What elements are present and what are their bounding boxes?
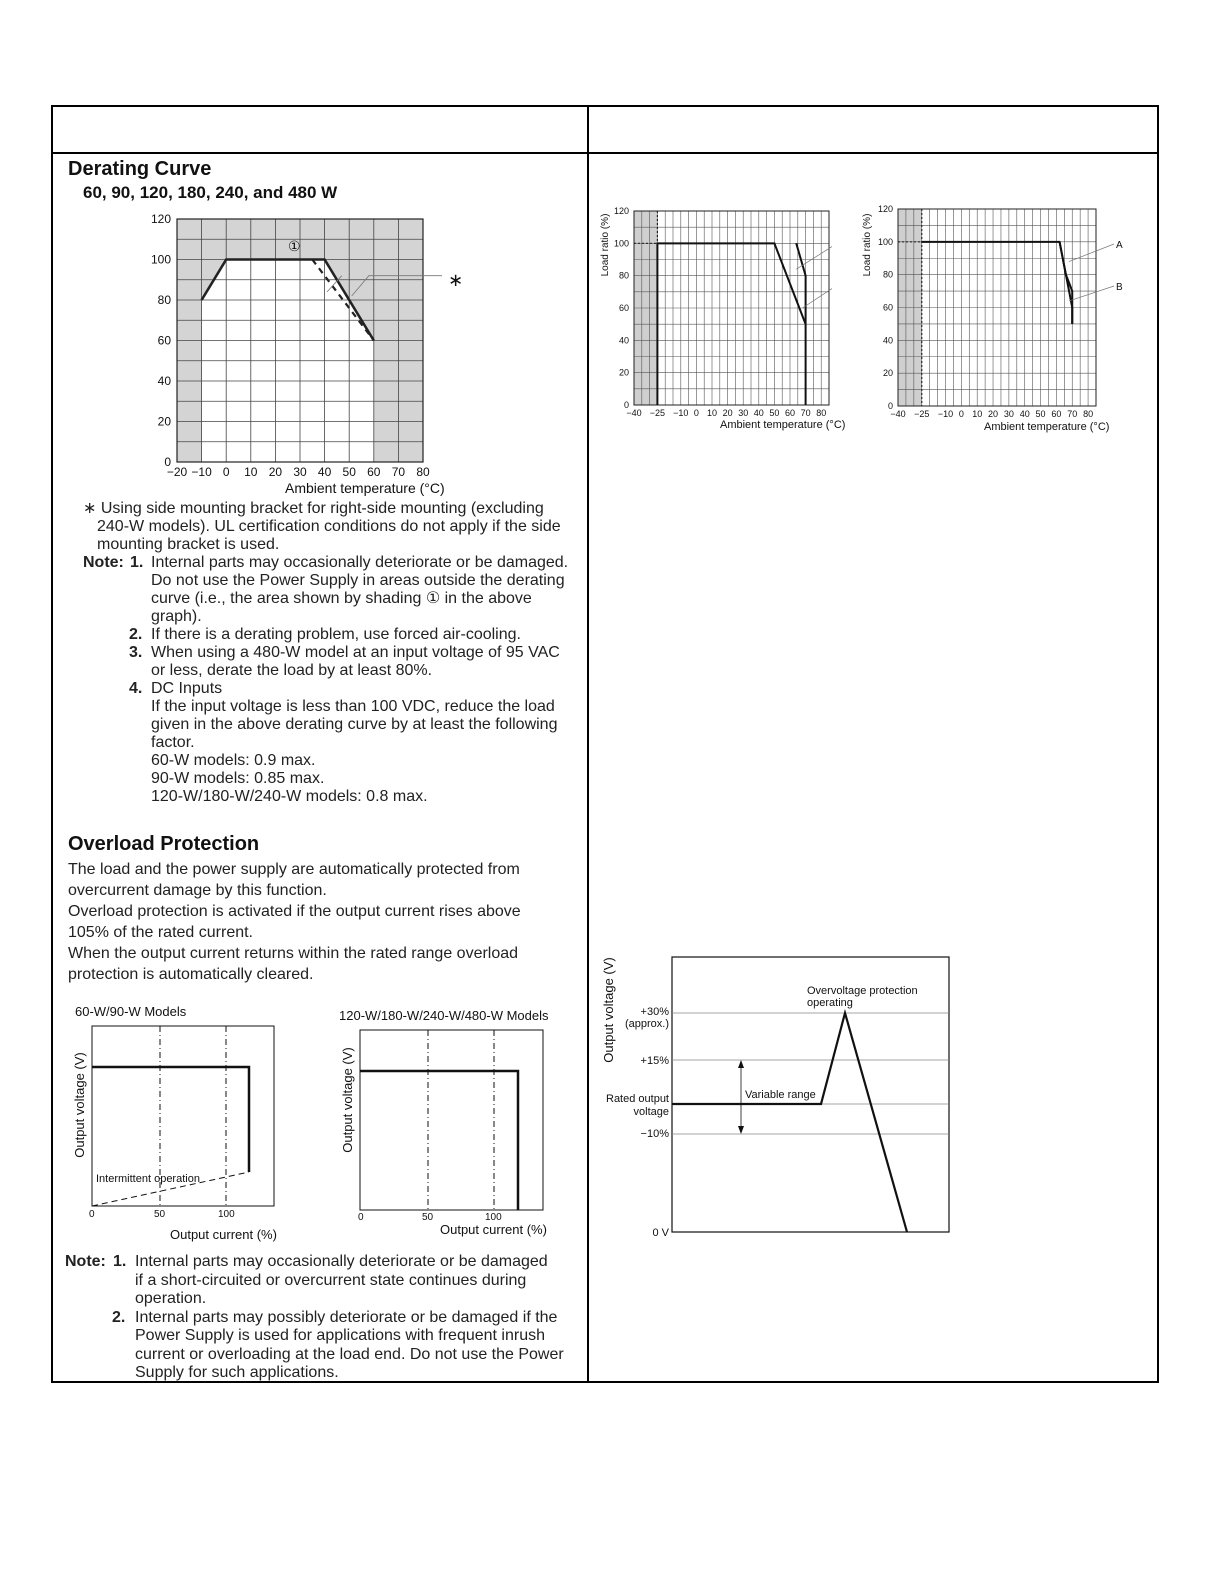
derating-note-line: Do not use the Power Supply in areas outside the derating — [151, 572, 565, 589]
load-ratio-left-y-label: Load ratio (%) — [600, 213, 611, 277]
derating-x-tick: 10 — [244, 465, 258, 479]
tick-label: 100 — [485, 1212, 502, 1223]
derating-y-tick: 60 — [157, 333, 171, 348]
column-divider — [587, 105, 589, 1383]
derating-x-tick: −20 — [166, 465, 188, 479]
load-ratio-x-tick: 30 — [738, 408, 749, 418]
derating-chart — [120, 210, 464, 500]
tick-label: 50 — [154, 1209, 166, 1220]
load-ratio-x-tick: 40 — [1019, 409, 1030, 419]
derating-x-tick: 80 — [416, 465, 430, 479]
load-ratio-y-tick: 120 — [877, 204, 893, 214]
derating-x-tick: 50 — [342, 465, 356, 479]
overload-note-line: Power Supply is used for applications with frequent inrush — [135, 1327, 545, 1344]
load-ratio-x-tick: 80 — [1083, 409, 1094, 419]
derating-subtitle: 60, 90, 120, 180, 240, and 480 W — [83, 183, 338, 202]
derating-note-number: 4. — [129, 680, 143, 697]
load-ratio-x-tick: −25 — [649, 408, 666, 418]
load-ratio-y-tick: 20 — [882, 368, 893, 379]
overload-paragraph-line: protection is automatically cleared. — [68, 966, 314, 983]
overload-left-chart — [68, 1020, 288, 1245]
load-ratio-x-tick: 30 — [1003, 409, 1014, 419]
load-ratio-x-tick: 70 — [800, 408, 811, 418]
overload-left-y-label: Output voltage (V) — [72, 1052, 87, 1158]
derating-y-tick: 0 — [164, 455, 171, 469]
overload-paragraph-line: 105% of the rated current. — [68, 924, 253, 941]
overload-note-line: Internal parts may possibly deteriorate or be damaged if the — [135, 1308, 558, 1326]
label-b: B — [1116, 282, 1123, 293]
load-ratio-x-tick: −25 — [914, 409, 930, 419]
derating-x-tick: 40 — [317, 465, 332, 479]
overload-left-caption: 60-W/90-W Models — [75, 1004, 187, 1019]
ovp-variable-range: Variable range — [745, 1089, 816, 1101]
overload-right-caption: 120-W/180-W/240-W/480-W Models — [339, 1008, 549, 1023]
overload-right-x-label: Output current (%) — [440, 1222, 547, 1237]
tick-label: 0 — [89, 1209, 95, 1220]
footnote-line-2: 240-W models). UL certification conditions do not apply if the side — [97, 518, 561, 535]
load-ratio-series — [1060, 242, 1073, 324]
load-ratio-y-tick: 120 — [613, 206, 629, 216]
derating-note-line: DC Inputs — [151, 680, 223, 697]
derating-note-line: factor. — [151, 734, 195, 751]
load-ratio-y-tick: 60 — [882, 302, 893, 313]
derating-note-line: or less, derate the load by at least 80%. — [151, 662, 433, 679]
load-ratio-x-tick: −10 — [673, 408, 689, 418]
derating-note-line: Internal parts may occasionally deteriorate or be damaged. — [151, 554, 569, 571]
derating-x-tick: 30 — [293, 465, 307, 479]
ovp-plus15: +15% — [640, 1055, 669, 1067]
derating-x-tick: 20 — [268, 465, 283, 479]
derating-note-line: graph). — [151, 608, 202, 625]
ovp-rated-2: voltage — [633, 1106, 669, 1118]
load-ratio-x-tick: 20 — [722, 408, 733, 418]
load-ratio-right-y-label: Load ratio (%) — [862, 213, 873, 277]
footnote-line-3: mounting bracket is used. — [97, 536, 280, 553]
load-ratio-y-tick: 100 — [877, 236, 893, 247]
load-ratio-chart-left — [595, 200, 860, 440]
derating-asterisk: ∗ — [448, 270, 464, 290]
overload-right-chart — [338, 1020, 558, 1245]
ovp-plus30: +30% — [640, 1006, 669, 1018]
ovp-zero: 0 V — [652, 1227, 669, 1239]
derating-note-line: 60-W models: 0.9 max. — [151, 752, 316, 769]
ovp-operating-1: Overvoltage protection — [807, 985, 918, 997]
load-ratio-x-tick: 80 — [816, 408, 827, 418]
load-ratio-x-tick: 50 — [769, 408, 780, 418]
derating-note-number: 3. — [129, 644, 143, 661]
derating-y-tick: 120 — [150, 212, 171, 226]
ovp-chart — [595, 950, 955, 1240]
ovp-y-label: Output voltage (V) — [601, 957, 616, 1063]
derating-y-tick: 20 — [157, 414, 171, 429]
derating-marker: ① — [288, 238, 301, 254]
load-ratio-x-tick: −40 — [626, 408, 642, 418]
derating-x-tick: 0 — [222, 465, 230, 479]
derating-note-line: 120-W/180-W/240-W models: 0.8 max. — [151, 788, 428, 805]
overload-note-line: if a short-circuited or overcurrent state continues during — [135, 1271, 527, 1289]
overload-note-number: 2. — [112, 1308, 126, 1326]
tick-label: 0 — [358, 1212, 364, 1223]
load-ratio-y-tick: 20 — [618, 367, 629, 378]
overload-note-line: current or overloading at the load end. Do not use the Power — [135, 1345, 564, 1363]
overload-note-number: 1. — [113, 1253, 127, 1270]
derating-y-tick: 100 — [150, 252, 171, 267]
derating-x-label: Ambient temperature (°C) — [285, 480, 445, 496]
ovp-operating-2: operating — [807, 997, 853, 1009]
load-ratio-y-tick: 100 — [613, 238, 629, 249]
load-ratio-x-tick: −10 — [937, 409, 954, 419]
footnote-line-1: ∗ Using side mounting bracket for right-side mounting (excluding — [83, 500, 544, 517]
load-ratio-x-tick: 60 — [784, 408, 796, 418]
derating-x-tick: −10 — [191, 465, 212, 479]
tick-label: 50 — [422, 1212, 434, 1223]
overload-left-x-label: Output current (%) — [170, 1227, 277, 1242]
header-row-divider — [51, 152, 1159, 154]
load-ratio-x-tick: 70 — [1067, 409, 1078, 419]
derating-title: Derating Curve — [68, 158, 212, 180]
overload-right-y-label: Output voltage (V) — [340, 1047, 355, 1153]
load-ratio-series — [922, 242, 1072, 324]
overload-left-annotation: Intermittent operation — [96, 1173, 200, 1185]
derating-note-number: 1. — [130, 554, 144, 571]
load-ratio-x-tick: 50 — [1035, 409, 1046, 419]
derating-note-line: 90-W models: 0.85 max. — [151, 770, 325, 787]
derating-note-label: Note: — [83, 554, 124, 571]
derating-note-line: given in the above derating curve by at least the following — [151, 716, 558, 733]
overload-paragraph-line: When the output current returns within the rated range overload — [68, 945, 519, 962]
load-ratio-y-tick: 40 — [618, 335, 629, 346]
ovp-minus10: −10% — [640, 1128, 669, 1140]
overload-note-line: Internal parts may occasionally deteriorate or be damaged — [135, 1253, 548, 1270]
overload-note-line: operation. — [135, 1290, 207, 1307]
load-ratio-y-tick: 80 — [618, 270, 629, 281]
derating-y-tick: 80 — [157, 293, 171, 307]
load-ratio-y-tick: 0 — [623, 400, 629, 410]
load-ratio-y-tick: 0 — [887, 401, 893, 411]
derating-x-tick: 70 — [391, 465, 406, 479]
load-ratio-x-tick: −40 — [890, 409, 906, 419]
load-ratio-y-tick: 80 — [882, 269, 893, 280]
overload-paragraph-line: overcurrent damage by this function. — [68, 882, 327, 899]
load-ratio-y-tick: 40 — [882, 335, 893, 346]
ovp-approx: (approx.) — [624, 1018, 669, 1030]
derating-note-line: If there is a derating problem, use forced air-cooling. — [151, 626, 521, 643]
load-ratio-x-tick: 40 — [753, 408, 764, 418]
load-ratio-x-tick: 10 — [972, 409, 983, 419]
derating-y-tick: 40 — [157, 374, 171, 388]
load-ratio-right-x-label: Ambient temperature (°C) — [984, 421, 1110, 433]
tick-label: 100 — [218, 1209, 235, 1220]
load-ratio-y-tick: 60 — [618, 303, 629, 313]
overload-note-label: Note: — [65, 1253, 106, 1270]
derating-note-line: When using a 480-W model at an input voltage of 95 VAC — [151, 644, 560, 661]
load-ratio-x-tick: 20 — [988, 409, 999, 419]
load-ratio-x-tick: 60 — [1051, 409, 1062, 419]
load-ratio-left-x-label: Ambient temperature (°C) — [720, 419, 846, 431]
derating-note-line: curve (i.e., the area shown by shading ① in the above — [151, 590, 532, 607]
overload-paragraph-line: The load and the power supply are automatically protected from — [68, 861, 520, 878]
derating-x-tick: 60 — [367, 465, 381, 479]
derating-note-number: 2. — [129, 626, 143, 643]
ovp-rated-1: Rated output — [606, 1093, 669, 1105]
overload-note-line: Supply for such applications. — [135, 1364, 339, 1381]
derating-note-line: If the input voltage is less than 100 VDC, reduce the load — [151, 698, 555, 715]
overload-title: Overload Protection — [68, 833, 260, 855]
label-a: A — [1116, 240, 1123, 251]
load-ratio-x-tick: 10 — [706, 408, 718, 418]
overload-paragraph-line: Overload protection is activated if the output current rises above — [68, 903, 521, 920]
load-ratio-x-tick: 0 — [958, 409, 964, 419]
load-ratio-x-tick: 0 — [693, 408, 699, 418]
load-ratio-chart-right — [856, 200, 1146, 440]
